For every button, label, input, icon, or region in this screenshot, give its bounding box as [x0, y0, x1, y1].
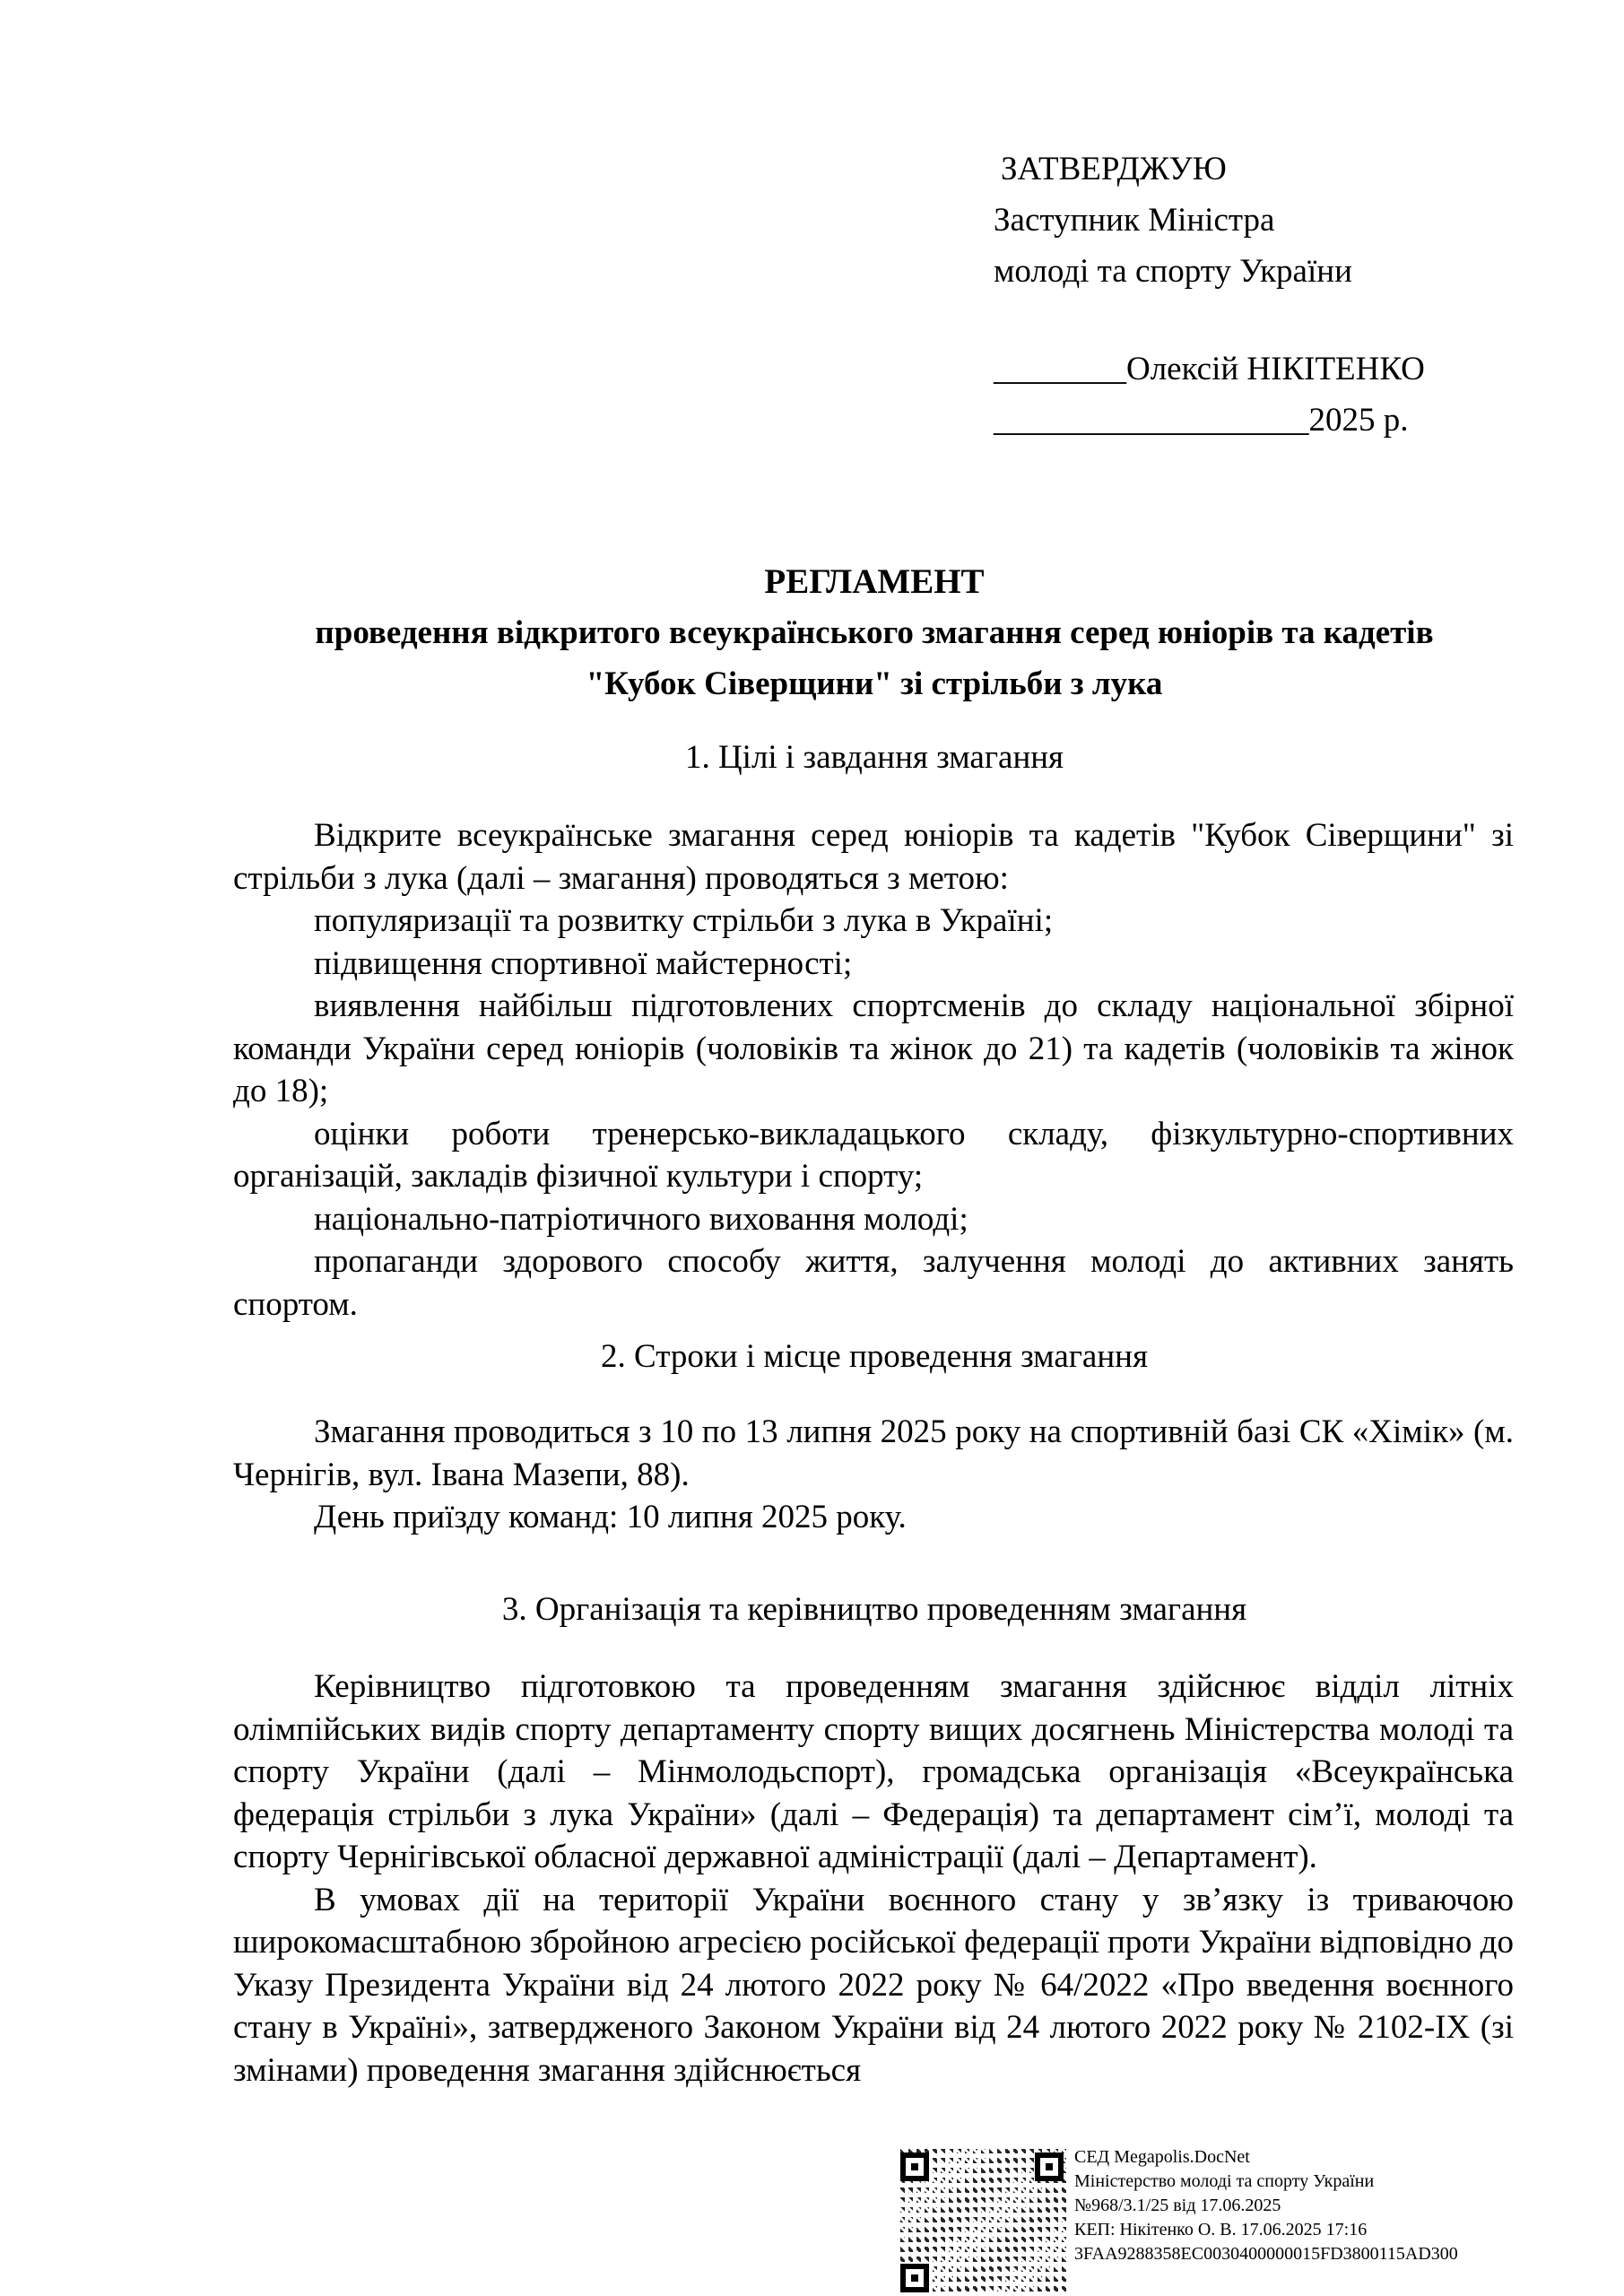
stamp-registration-number: №968/3.1/25 від 17.06.2025: [1074, 2196, 1281, 2215]
stamp-system: СЕД Megapolis.DocNet: [1074, 2147, 1250, 2167]
section3-paragraph: В умовах дії на території України воєнного стану у зв’язку із триваючою широкомасштабною збройною агресією російської федерації проти України відповідно до Указу Президента України від 24 лютого 2022 року № 64/2022 «Про введення воєнного стану в Україні», затвердженого Законом України від 24 лютого 2022 року № 2102-IX (зі змінами) проведення змагання здійснюється: [233, 1881, 1514, 2089]
qr-code-icon: [897, 2149, 1067, 2296]
document-subtitle-line2: "Кубок Сіверщини" зі стрільби з лука: [586, 665, 1163, 702]
approval-position-line1: Заступник Міністра: [994, 202, 1275, 239]
section1-title: 1. Цілі і завдання змагання: [684, 739, 1064, 776]
section3-paragraph: Керівництво підготовкою та проведенням змагання здійснює відділ літніх олімпійських видів спорту департаменту спорту вищих досягнень Міністерства молоді та спорту України (далі – Мінмолодьспорт), громадська організація «Всеукраїнська федерація стрільби з лука України» (далі – Федерація) та департамент сім’ї, молоді та спорту Чернігівської обласної державної адміністрації (далі – Департамент).: [233, 1668, 1514, 1875]
section2-paragraph: Змагання проводиться з 10 по 13 липня 2025 року на спортивній базі СК «Хімік» (м. Чернігів, вул. Івана Мазепи, 88).: [233, 1413, 1514, 1493]
section1-paragraph: оцінки роботи тренерсько-викладацького складу, фізкультурно-спортивних організацій, закладів фізичної культури і спорту;: [233, 1115, 1514, 1195]
document-title: РЕГЛАМЕНТ: [764, 562, 985, 601]
section1-paragraph: виявлення найбільш підготовлених спортсменів до складу національної збірної команди України серед юніорів (чоловіків та жінок до 21) та кадетів (чоловіків та жінок до 18);: [233, 987, 1514, 1109]
section2-paragraph: День приїзду команд: 10 липня 2025 року.: [314, 1499, 907, 1535]
stamp-organization: Міністерство молоді та спорту України: [1074, 2171, 1375, 2191]
approval-title: ЗАТВЕРДЖУЮ: [1001, 151, 1227, 187]
section1-paragraph: Відкрите всеукраїнське змагання серед юніорів та кадетів "Кубок Сіверщини" зі стрільби з лука (далі – змагання) проводяться з метою:: [233, 817, 1514, 897]
approval-signature-line: ________Олексій НІКІТЕНКО: [994, 351, 1425, 387]
edoc-stamp: [897, 2136, 1614, 2296]
section1-paragraph: пропаганди здорового способу життя, залучення молоді до активних занять спортом.: [233, 1243, 1514, 1323]
approval-position-line2: молоді та спорту України: [994, 253, 1352, 290]
approval-date-line: ___________________2025 р.: [994, 402, 1409, 439]
section1-paragraph: популяризації та розвитку стрільби з лука в Україні;: [314, 902, 1054, 939]
stamp-certificate-id: 3FAA9288358EC0030400000015FD3800115AD300: [1074, 2244, 1458, 2264]
approval-block: [994, 144, 1568, 446]
stamp-signature: КЕП: Нікітенко О. В. 17.06.2025 17:16: [1074, 2220, 1368, 2239]
section2-title: 2. Строки і місце проведення змагання: [601, 1338, 1148, 1375]
section2-body: [233, 1411, 1514, 1539]
section3-title: 3. Організація та керівництво проведенням змагання: [501, 1591, 1247, 1628]
section1-paragraph: національно-патріотичного виховання молоді;: [314, 1200, 968, 1238]
section1-paragraph: підвищення спортивної майстерності;: [314, 944, 853, 982]
section3-body: [233, 1665, 1514, 2092]
document-header: [135, 556, 1614, 709]
section1-body: [233, 814, 1514, 1326]
document-subtitle-line1: проведення відкритого всеукраїнського змагання серед юніорів та кадетів: [315, 614, 1434, 651]
stamp-text: [1074, 2145, 1612, 2266]
